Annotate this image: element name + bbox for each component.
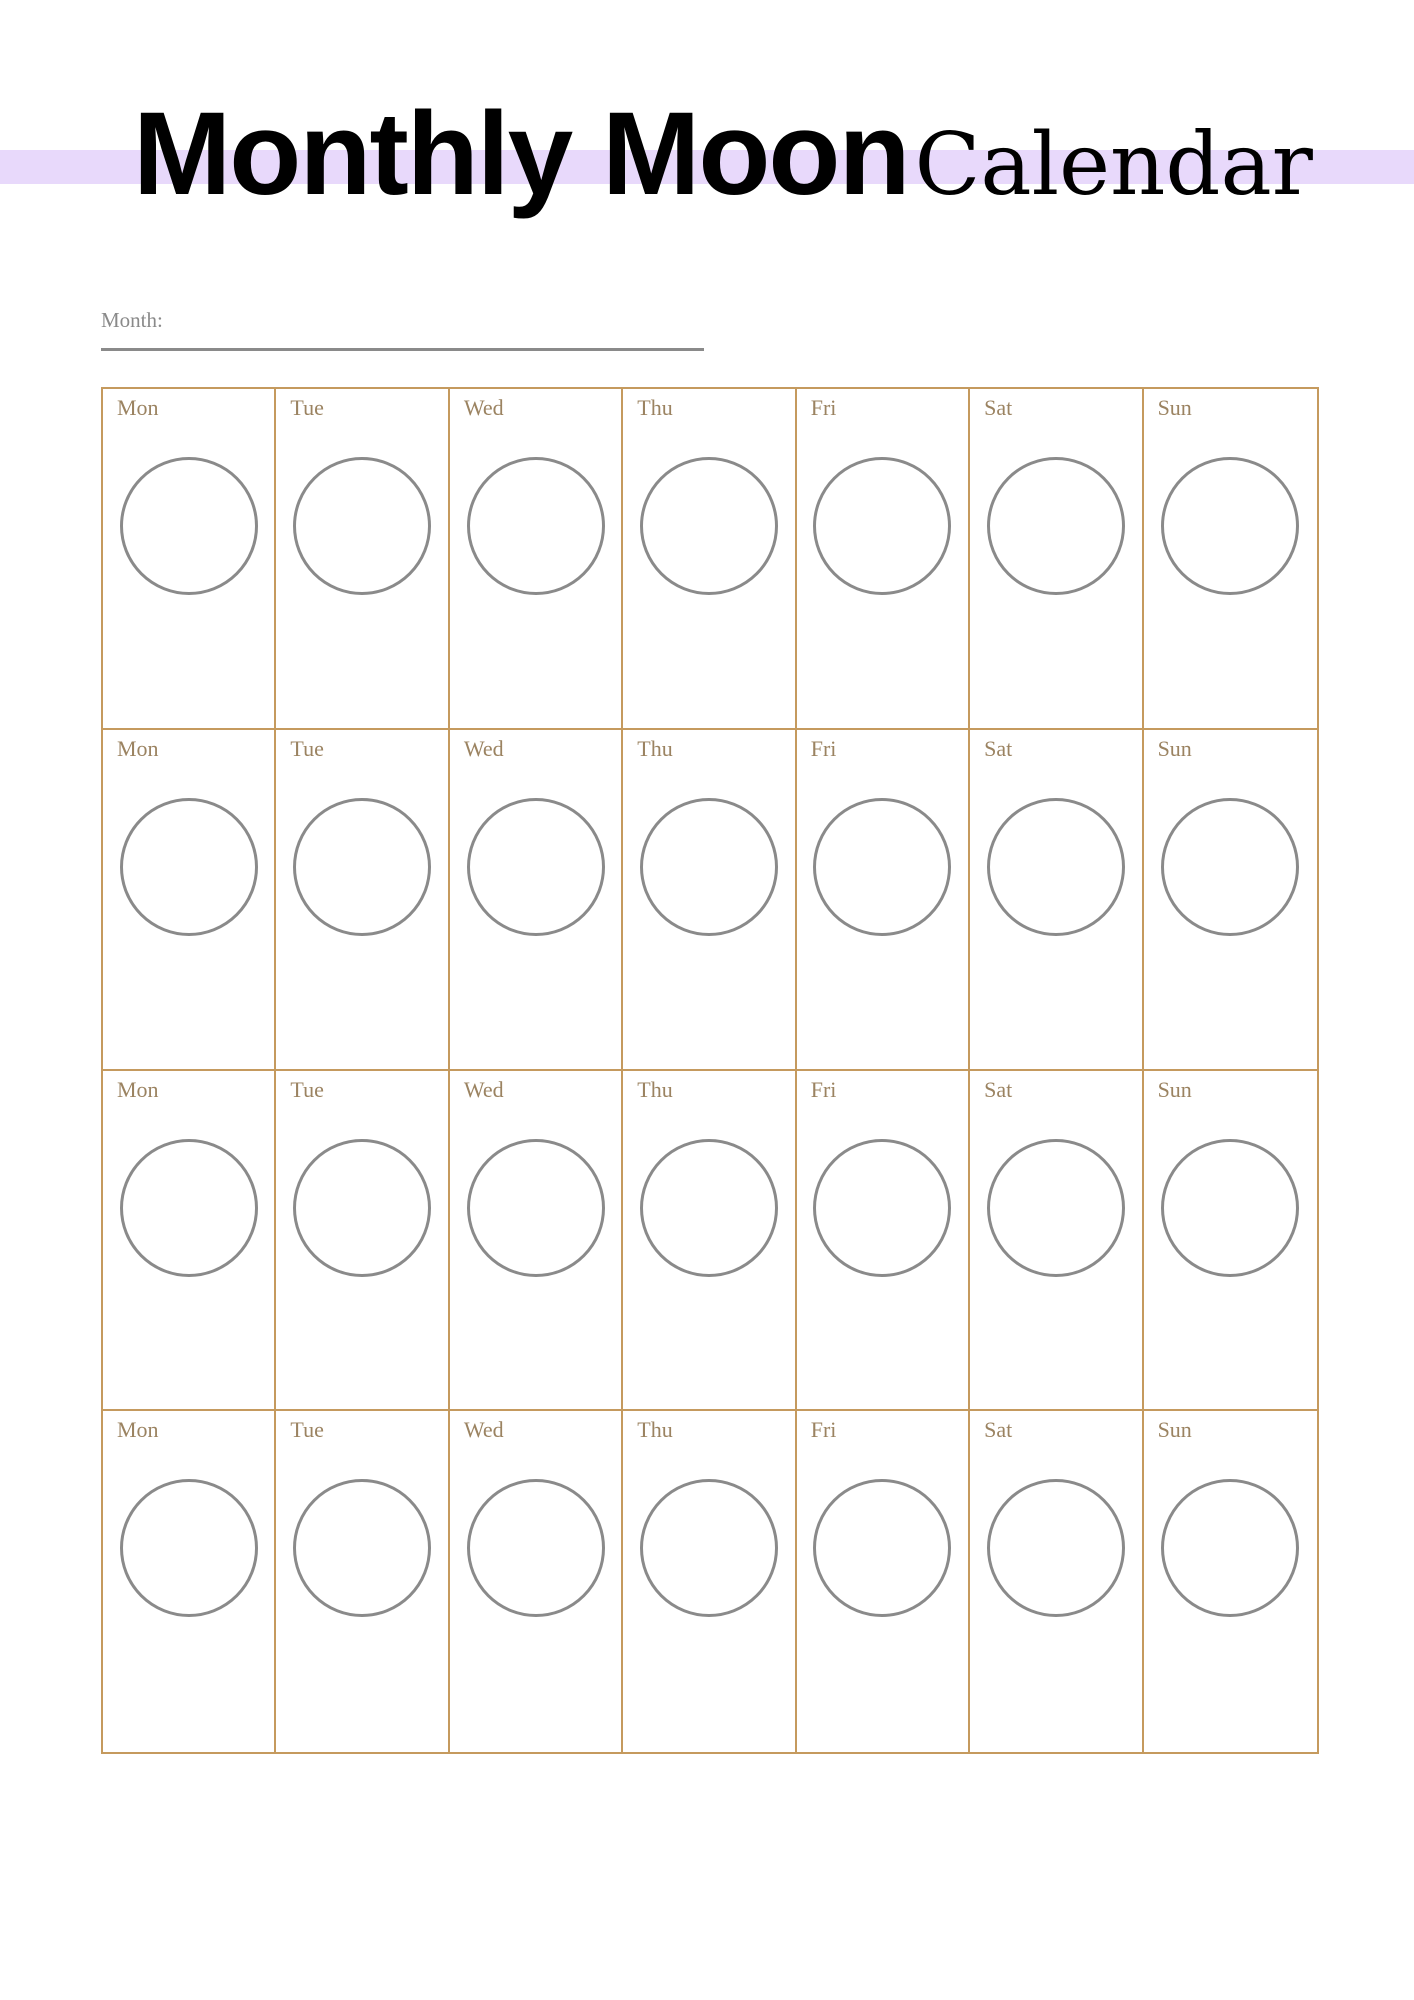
moon-phase-circle-icon[interactable] bbox=[467, 1479, 605, 1617]
moon-phase-circle-icon[interactable] bbox=[1161, 1479, 1299, 1617]
moon-phase-circle-icon[interactable] bbox=[1161, 1139, 1299, 1277]
day-cell[interactable] bbox=[450, 1071, 623, 1412]
month-label: Month: bbox=[101, 308, 163, 332]
day-label: Wed bbox=[463, 395, 504, 420]
day-cell[interactable] bbox=[970, 1411, 1143, 1752]
moon-phase-circle-icon[interactable] bbox=[467, 1139, 605, 1277]
day-cell[interactable] bbox=[623, 730, 796, 1071]
day-label: Wed bbox=[463, 1417, 504, 1443]
day-label: Thu bbox=[637, 1417, 673, 1443]
moon-phase-circle-icon[interactable] bbox=[1161, 798, 1299, 936]
day-label: Tue bbox=[290, 1076, 324, 1102]
day-cell[interactable] bbox=[276, 389, 449, 730]
day-label: Tue bbox=[290, 735, 324, 761]
moon-phase-circle-icon[interactable] bbox=[293, 1479, 431, 1617]
day-label: Tue bbox=[290, 1417, 324, 1443]
day-cell[interactable] bbox=[276, 1071, 449, 1412]
moon-phase-circle-icon[interactable] bbox=[120, 457, 258, 595]
day-label: Sat bbox=[984, 1417, 1013, 1443]
day-label: Fri bbox=[810, 1076, 837, 1102]
day-cell[interactable] bbox=[970, 1071, 1143, 1412]
day-label: Thu bbox=[637, 1076, 673, 1102]
moon-phase-circle-icon[interactable] bbox=[987, 1479, 1125, 1617]
day-label: Mon bbox=[117, 735, 159, 761]
day-cell[interactable] bbox=[1144, 389, 1317, 730]
moon-phase-circle-icon[interactable] bbox=[293, 457, 431, 595]
day-cell[interactable] bbox=[450, 1411, 623, 1752]
day-cell[interactable] bbox=[450, 389, 623, 730]
moon-phase-circle-icon[interactable] bbox=[120, 1479, 258, 1617]
day-label: Fri bbox=[810, 1417, 837, 1443]
month-input-line[interactable] bbox=[101, 348, 704, 351]
moon-phase-circle-icon[interactable] bbox=[813, 457, 951, 595]
moon-phase-circle-icon[interactable] bbox=[813, 1139, 951, 1277]
moon-phase-circle-icon[interactable] bbox=[1161, 457, 1299, 595]
day-cell[interactable] bbox=[797, 730, 970, 1071]
moon-phase-circle-icon[interactable] bbox=[640, 457, 778, 595]
day-label: Fri bbox=[810, 735, 837, 761]
day-cell[interactable] bbox=[450, 730, 623, 1071]
day-label: Mon bbox=[117, 395, 159, 420]
day-label: Sat bbox=[984, 735, 1013, 761]
moon-phase-circle-icon[interactable] bbox=[467, 798, 605, 936]
page-title bbox=[133, 88, 1313, 220]
moon-phase-circle-icon[interactable] bbox=[467, 457, 605, 595]
day-cell[interactable] bbox=[1144, 1071, 1317, 1412]
moon-phase-circle-icon[interactable] bbox=[813, 1479, 951, 1617]
day-label: Sat bbox=[984, 1076, 1013, 1102]
day-label: Mon bbox=[117, 1076, 159, 1102]
day-label: Sun bbox=[1157, 395, 1192, 420]
day-label: Thu bbox=[637, 735, 673, 761]
day-label: Fri bbox=[810, 395, 837, 420]
day-cell[interactable] bbox=[103, 389, 276, 730]
day-cell[interactable] bbox=[103, 1071, 276, 1412]
day-cell[interactable] bbox=[797, 1411, 970, 1752]
moon-calendar-grid bbox=[101, 387, 1319, 1754]
moon-phase-circle-icon[interactable] bbox=[293, 798, 431, 936]
moon-phase-circle-icon[interactable] bbox=[987, 1139, 1125, 1277]
moon-phase-circle-icon[interactable] bbox=[640, 1479, 778, 1617]
day-label: Sun bbox=[1157, 735, 1192, 761]
moon-phase-circle-icon[interactable] bbox=[987, 798, 1125, 936]
moon-phase-circle-icon[interactable] bbox=[120, 1139, 258, 1277]
day-cell[interactable] bbox=[276, 1411, 449, 1752]
day-label: Wed bbox=[463, 1076, 504, 1102]
title-bold-part: Monthly Moon bbox=[133, 88, 909, 220]
day-cell[interactable] bbox=[970, 389, 1143, 730]
day-label: Tue bbox=[290, 395, 324, 420]
day-cell[interactable] bbox=[970, 730, 1143, 1071]
day-cell[interactable] bbox=[623, 1071, 796, 1412]
day-label: Sun bbox=[1157, 1076, 1192, 1102]
day-cell[interactable] bbox=[797, 1071, 970, 1412]
moon-phase-circle-icon[interactable] bbox=[813, 798, 951, 936]
day-cell[interactable] bbox=[1144, 730, 1317, 1071]
moon-phase-circle-icon[interactable] bbox=[120, 798, 258, 936]
title-light-part: Calendar bbox=[914, 115, 1313, 215]
day-label: Wed bbox=[463, 735, 504, 761]
day-cell[interactable] bbox=[1144, 1411, 1317, 1752]
day-cell[interactable] bbox=[103, 730, 276, 1071]
day-label: Thu bbox=[637, 395, 673, 420]
day-cell[interactable] bbox=[103, 1411, 276, 1752]
moon-phase-circle-icon[interactable] bbox=[987, 457, 1125, 595]
day-cell[interactable] bbox=[623, 389, 796, 730]
day-cell[interactable] bbox=[276, 730, 449, 1071]
moon-phase-circle-icon[interactable] bbox=[293, 1139, 431, 1277]
day-label: Sat bbox=[984, 395, 1013, 420]
day-cell[interactable] bbox=[623, 1411, 796, 1752]
moon-phase-circle-icon[interactable] bbox=[640, 1139, 778, 1277]
moon-phase-circle-icon[interactable] bbox=[640, 798, 778, 936]
day-label: Mon bbox=[117, 1417, 159, 1443]
day-label: Sun bbox=[1157, 1417, 1192, 1443]
day-cell[interactable] bbox=[797, 389, 970, 730]
